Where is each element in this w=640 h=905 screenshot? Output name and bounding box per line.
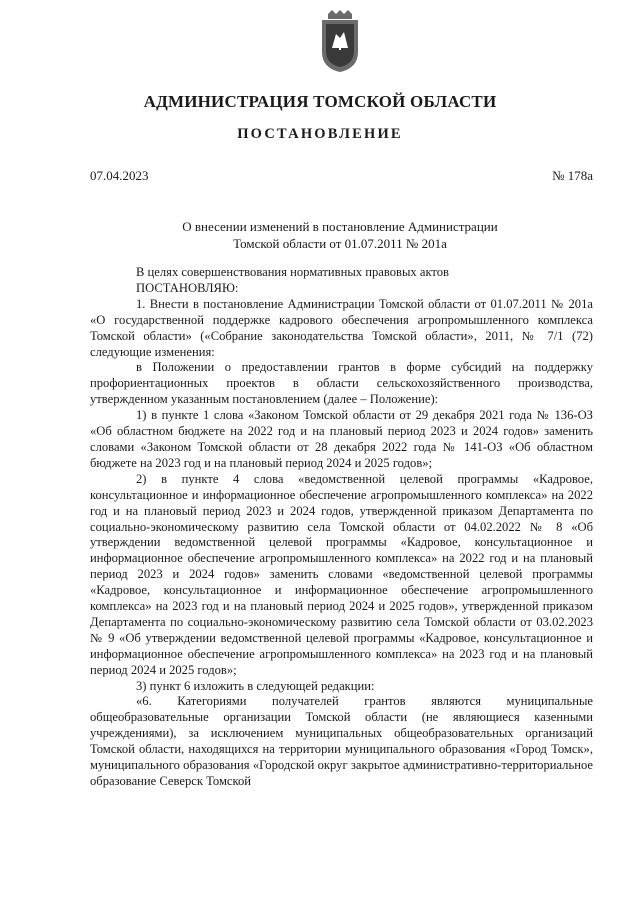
subject-line: Томской области от 01.07.2011 № 201а [233, 236, 447, 251]
paragraph: 2) в пункте 4 слова «ведомственной целевой программы «Кадровое, консультационное и информационное обеспечение агропромышленного комплекса» на 2022 год и на плановый период 2023 и 2024 годов, утвержденной приказом Департамента по социально-экономическому развитию села Томской области от 04.02.2022 № 8 «Об утверждении ведомственной целевой программы «Кадровое, консультационное и информационное обеспечение агропромышленного комплекса» на 2022 год и на плановый период 2023 и 2024 годов» заменить словами «ведомственной целевой программы «Кадровое, консультационное и информационное обеспечение агропромышленного комплекса» на 2023 год и на плановый период 2024 и 2025 годов», утвержденной приказом Департамента по социально-экономическому развитию села Томской области от 03.02.2023 № 9 «Об утверждении ведомственной целевой программы «Кадровое, консультационное и информационное обеспечение агропромышленного комплекса» на 2023 год и на плановый период 2024 и 2025 годов»; [90, 471, 593, 677]
document-date: 07.04.2023 [90, 168, 149, 183]
issuing-authority: АДМИНИСТРАЦИЯ ТОМСКОЙ ОБЛАСТИ [143, 92, 497, 111]
tomsk-region-coat-of-arms-icon [318, 8, 362, 74]
paragraph: в Положении о предоставлении грантов в форме субсидий на поддержку профориентационных проектов в области сельскохозяйственного производства, утвержденном указанным постановлением (далее – Положение): [90, 360, 593, 407]
paragraph: 1) в пункте 1 слова «Законом Томской области от 29 декабря 2021 года № 136-ОЗ «Об областном бюджете на 2022 год и на плановый период 2023 и 2024 годов» заменить словами «Законом Томской области от 28 декабря 2022 года № 141-ОЗ «Об областном бюджете на 2023 год и на плановый период 2024 и 2025 годов»; [90, 408, 593, 470]
decree-word: ПОСТАНОВЛЯЮ: [136, 280, 239, 295]
document-number: № 178а [552, 168, 593, 183]
paragraph: 3) пункт 6 изложить в следующей редакции: [136, 678, 375, 693]
paragraph: 1. Внести в постановление Администрации Томской области от 01.07.2011 № 201а «О государственной поддержке кадрового обеспечения агропромышленного комплекса Томской области» («Собрание законодательства Томской области», 2011, № 7/1 (72) следующие изменения: [90, 296, 593, 359]
document-type: ПОСТАНОВЛЕНИЕ [237, 126, 403, 142]
subject-line: О внесении изменений в постановление Администрации [182, 219, 498, 234]
paragraph: «6. Категориями получателей грантов являются муниципальные общеобразовательные организации Томской области (не являющиеся казенными учреждениями), за исключением муниципальных общеобразовательных организаций Томской области, находящихся на территории муниципального образования «Город Томск», муниципального образования «Городской округ закрытое административно-территориальное образование Северск Томской [90, 694, 593, 788]
intro-paragraph: В целях совершенствования нормативных правовых актов [136, 265, 449, 279]
document-subject [120, 218, 560, 252]
document-body [90, 265, 593, 790]
